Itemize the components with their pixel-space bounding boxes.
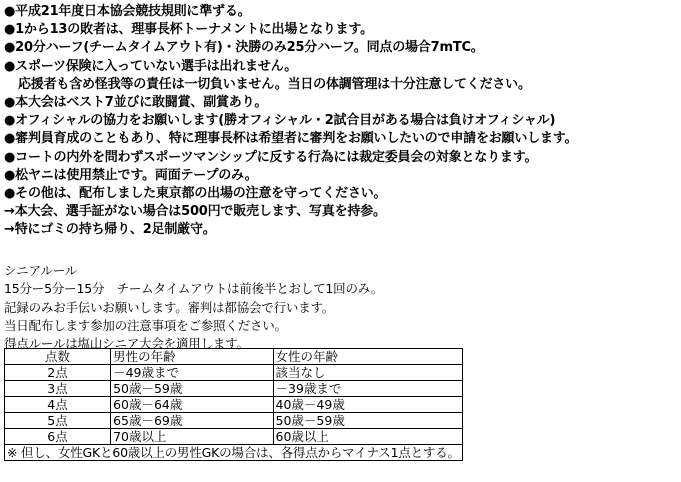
table-cell: 60歳以上 bbox=[273, 429, 462, 445]
header-cell-points: 点数 bbox=[5, 349, 111, 365]
table-cell: 70歳以上 bbox=[111, 429, 273, 445]
rule-line: ●平成21年度日本協会競技規則に準ずる。 bbox=[4, 4, 251, 19]
table-note: ※ 但し、女性GKと60歳以上の男性GKの場合は、各得点からマイナス1点とする。 bbox=[5, 445, 463, 461]
rule-line: ●オフィシャルの協力をお願いします(勝オフィシャル・2試合目がある場合は負けオフィシャル) bbox=[4, 113, 556, 129]
rule-line: ●コートの内外を問わずスポーツマンシップに反する行為には裁定委員会の対象となります。 bbox=[4, 149, 538, 165]
rule-continuation-text: 応援者も含め怪我等の責任は一切負いません。当日の体調管理は十分注意してください。 bbox=[18, 76, 531, 92]
table-cell: －39歳まで bbox=[273, 381, 462, 397]
table-row bbox=[5, 365, 463, 381]
table-cell: 65歳－69歳 bbox=[111, 413, 273, 429]
senior-line: 得点ルールは塩山シニア大会を適用します。 bbox=[4, 336, 249, 352]
senior-line: 記録のみお手伝いお願いします。審判は都協会で行います。 bbox=[4, 299, 335, 315]
rule-line: ●スポーツ保険に入っていない選手は出れません。 bbox=[4, 58, 298, 74]
rule-line: ●松ヤニは使用禁止です。両面テープのみ。 bbox=[4, 167, 258, 183]
table-row bbox=[5, 429, 463, 445]
senior-heading: シニアルール bbox=[4, 263, 78, 278]
table-row bbox=[5, 397, 463, 413]
points-table bbox=[4, 348, 463, 461]
senior-line: 当日配布します参加の注意事項をご参照ください。 bbox=[4, 317, 287, 333]
table-cell: 3点 bbox=[5, 381, 111, 397]
senior-rules-section bbox=[4, 262, 680, 353]
header-cell-female-age: 女性の年齢 bbox=[273, 349, 462, 365]
rule-line: ●その他は、配布しました東京都の出場の注意を守ってください。 bbox=[4, 185, 387, 201]
table-row bbox=[5, 413, 463, 429]
rule-line: ●1から13の敗者は、理事長杯トーナメントに出場となります。 bbox=[4, 22, 373, 38]
table-header-row bbox=[5, 349, 463, 365]
table-cell: 5点 bbox=[5, 413, 111, 429]
table-cell: 40歳－49歳 bbox=[273, 397, 462, 413]
rule-line: ●本大会はベスト7並びに敢闘賞、副賞あり。 bbox=[4, 94, 268, 110]
senior-line: 15分ー5分ー15分 チームタイムアウトは前後半とおして1回のみ。 bbox=[4, 281, 384, 297]
rule-line-continuation bbox=[4, 76, 680, 94]
table-cell: 2点 bbox=[5, 365, 111, 381]
table-cell: 該当なし bbox=[273, 365, 462, 381]
rule-line: ●20分ハーフ(チームタイムアウト有)・決勝のみ25分ハーフ。同点の場合7mTC。 bbox=[4, 40, 484, 56]
table-cell: 4点 bbox=[5, 397, 111, 413]
rule-line: →特にゴミの持ち帰り、2足制厳守。 bbox=[4, 222, 216, 238]
table-cell: 50歳－59歳 bbox=[273, 413, 462, 429]
table-note-row bbox=[5, 445, 463, 461]
table-cell: 60歳－64歳 bbox=[111, 397, 273, 413]
table-row bbox=[5, 381, 463, 397]
table-cell: 50歳－59歳 bbox=[111, 381, 273, 397]
table-cell: －49歳まで bbox=[111, 365, 273, 381]
table-cell: 6点 bbox=[5, 429, 111, 445]
rule-line: →本大会、選手証がない場合は500円で販売します、写真を持参。 bbox=[4, 204, 386, 220]
rule-line: ●審判員育成のこともあり、特に理事長杯は希望者に審判をお願いしたいので申請をお願いします。 bbox=[4, 131, 578, 147]
rules-list bbox=[4, 3, 680, 239]
header-cell-male-age: 男性の年齢 bbox=[111, 349, 273, 365]
